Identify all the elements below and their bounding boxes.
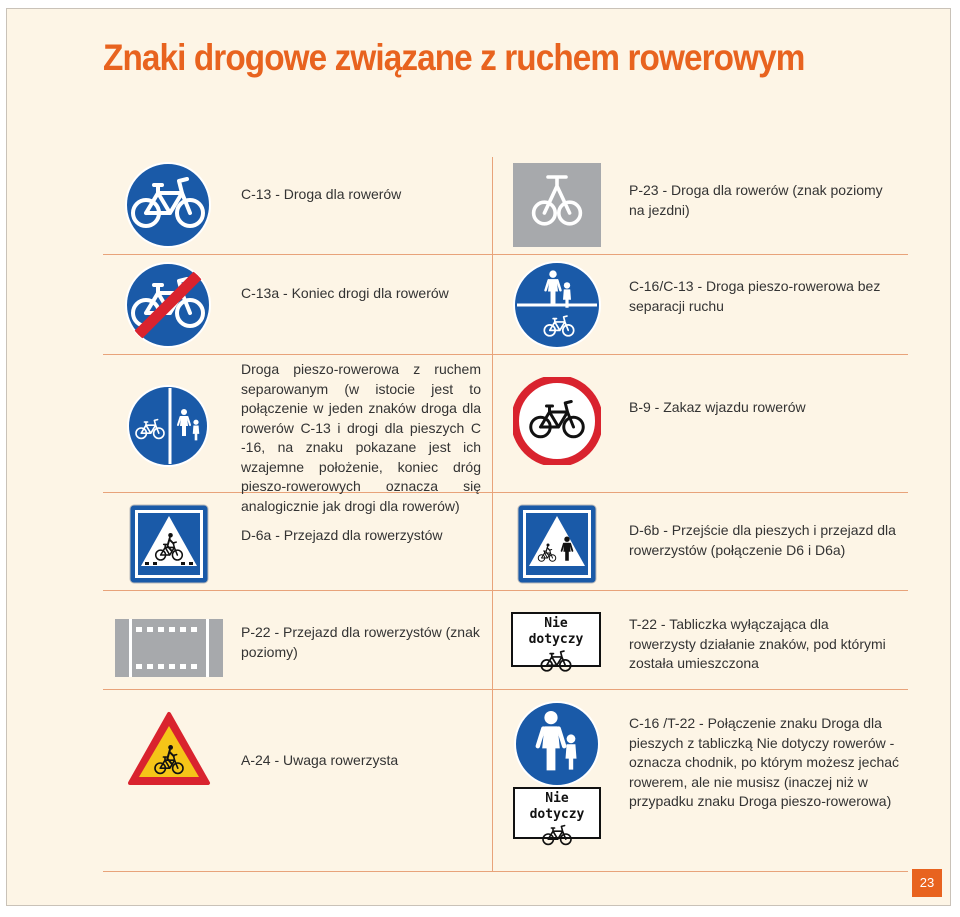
grey-bicycle-marking-icon: [513, 163, 601, 247]
sign-c13c16-text: Droga pieszo-rowerowa z ruchem separowanym (w istocie jest to połączenie w jeden znaków droga dla rowerów C-13 i drogi dla pieszych C -16, na znaku pokazane jest ich wzajemne położenie, koniec dróg pieszo-rowerowych oznacza się analogicznie jak drogi dla rowerów): [241, 361, 481, 514]
sign-t22-text: T-22 - Tabliczka wyłączająca dla rowerzysty działanie znaków, pod którymi została umieszczona: [629, 616, 886, 671]
plate-bicycle-icon: [515, 823, 599, 853]
sign-b9-text: B-9 - Zakaz wjazdu rowerów: [629, 399, 806, 415]
signs-grid: [103, 157, 908, 872]
nie-dotyczy-plate-icon: [511, 612, 601, 667]
blue-round-bicycle-icon: [125, 162, 211, 248]
pedestrian-nie-dotyczy-icon: [513, 787, 601, 839]
plate-label: Nie dotyczy: [529, 791, 585, 822]
sign-c16t22-text: C-16 /T-22 - Połączenie znaku Droga dla pieszych z tabliczką Nie dotyczy rowerów - oznacza chodnik, po którym możesz jechać rowerem, ale nie musisz (inaczej niż w przypadku znaku Droga pieszo-rowerowa): [629, 715, 900, 809]
row-divider: [103, 590, 908, 591]
pedestrian-cyclist-crossing-icon: [517, 504, 597, 584]
sign-c13a-text: C-13a - Koniec drogi dla rowerów: [241, 285, 449, 301]
page-frame: [6, 8, 951, 906]
column-divider: [492, 157, 493, 872]
sign-c16c13-text: C-16/C-13 - Droga pieszo-rowerowa bez separacji ruchu: [629, 278, 881, 314]
sign-a24-text: A-24 - Uwaga rowerzysta: [241, 752, 399, 768]
plate-label: Nie dotyczy: [528, 616, 584, 647]
sign-p23-text: P-23 - Droga dla rowerów (znak poziomy na jezdni): [629, 182, 883, 218]
blue-round-split-path-icon: [127, 385, 209, 467]
row-divider: [103, 354, 908, 355]
row-divider: [103, 492, 908, 493]
sign-p22-text: P-22 - Przejazd dla rowerzystów (znak poziomy): [241, 624, 480, 660]
sign-c13-text: C-13 - Droga dla rowerów: [241, 186, 402, 202]
page-number: 23: [912, 869, 942, 897]
warning-cyclist-icon: [127, 711, 211, 787]
row-divider: [103, 871, 908, 872]
page-title: Znaki drogowe związane z ruchem rowerowym: [103, 37, 805, 78]
plate-bicycle-icon: [513, 648, 599, 680]
cyclist-crossing-icon: [129, 504, 209, 584]
blue-round-pedestrian-bicycle-icon: [513, 261, 601, 349]
row-divider: [103, 689, 908, 690]
row-divider: [103, 254, 908, 255]
sign-d6a-text: D-6a - Przejazd dla rowerzystów: [241, 527, 443, 543]
cyclist-crossing-marking-icon: [115, 619, 223, 677]
blue-round-bicycle-end-icon: [125, 262, 211, 348]
blue-round-pedestrian-icon: [513, 701, 601, 787]
no-bicycles-icon: [513, 377, 601, 465]
sign-d6b-text: D-6b - Przejście dla pieszych i przejazd dla rowerzystów (połączenie D6 i D6a): [629, 522, 896, 558]
